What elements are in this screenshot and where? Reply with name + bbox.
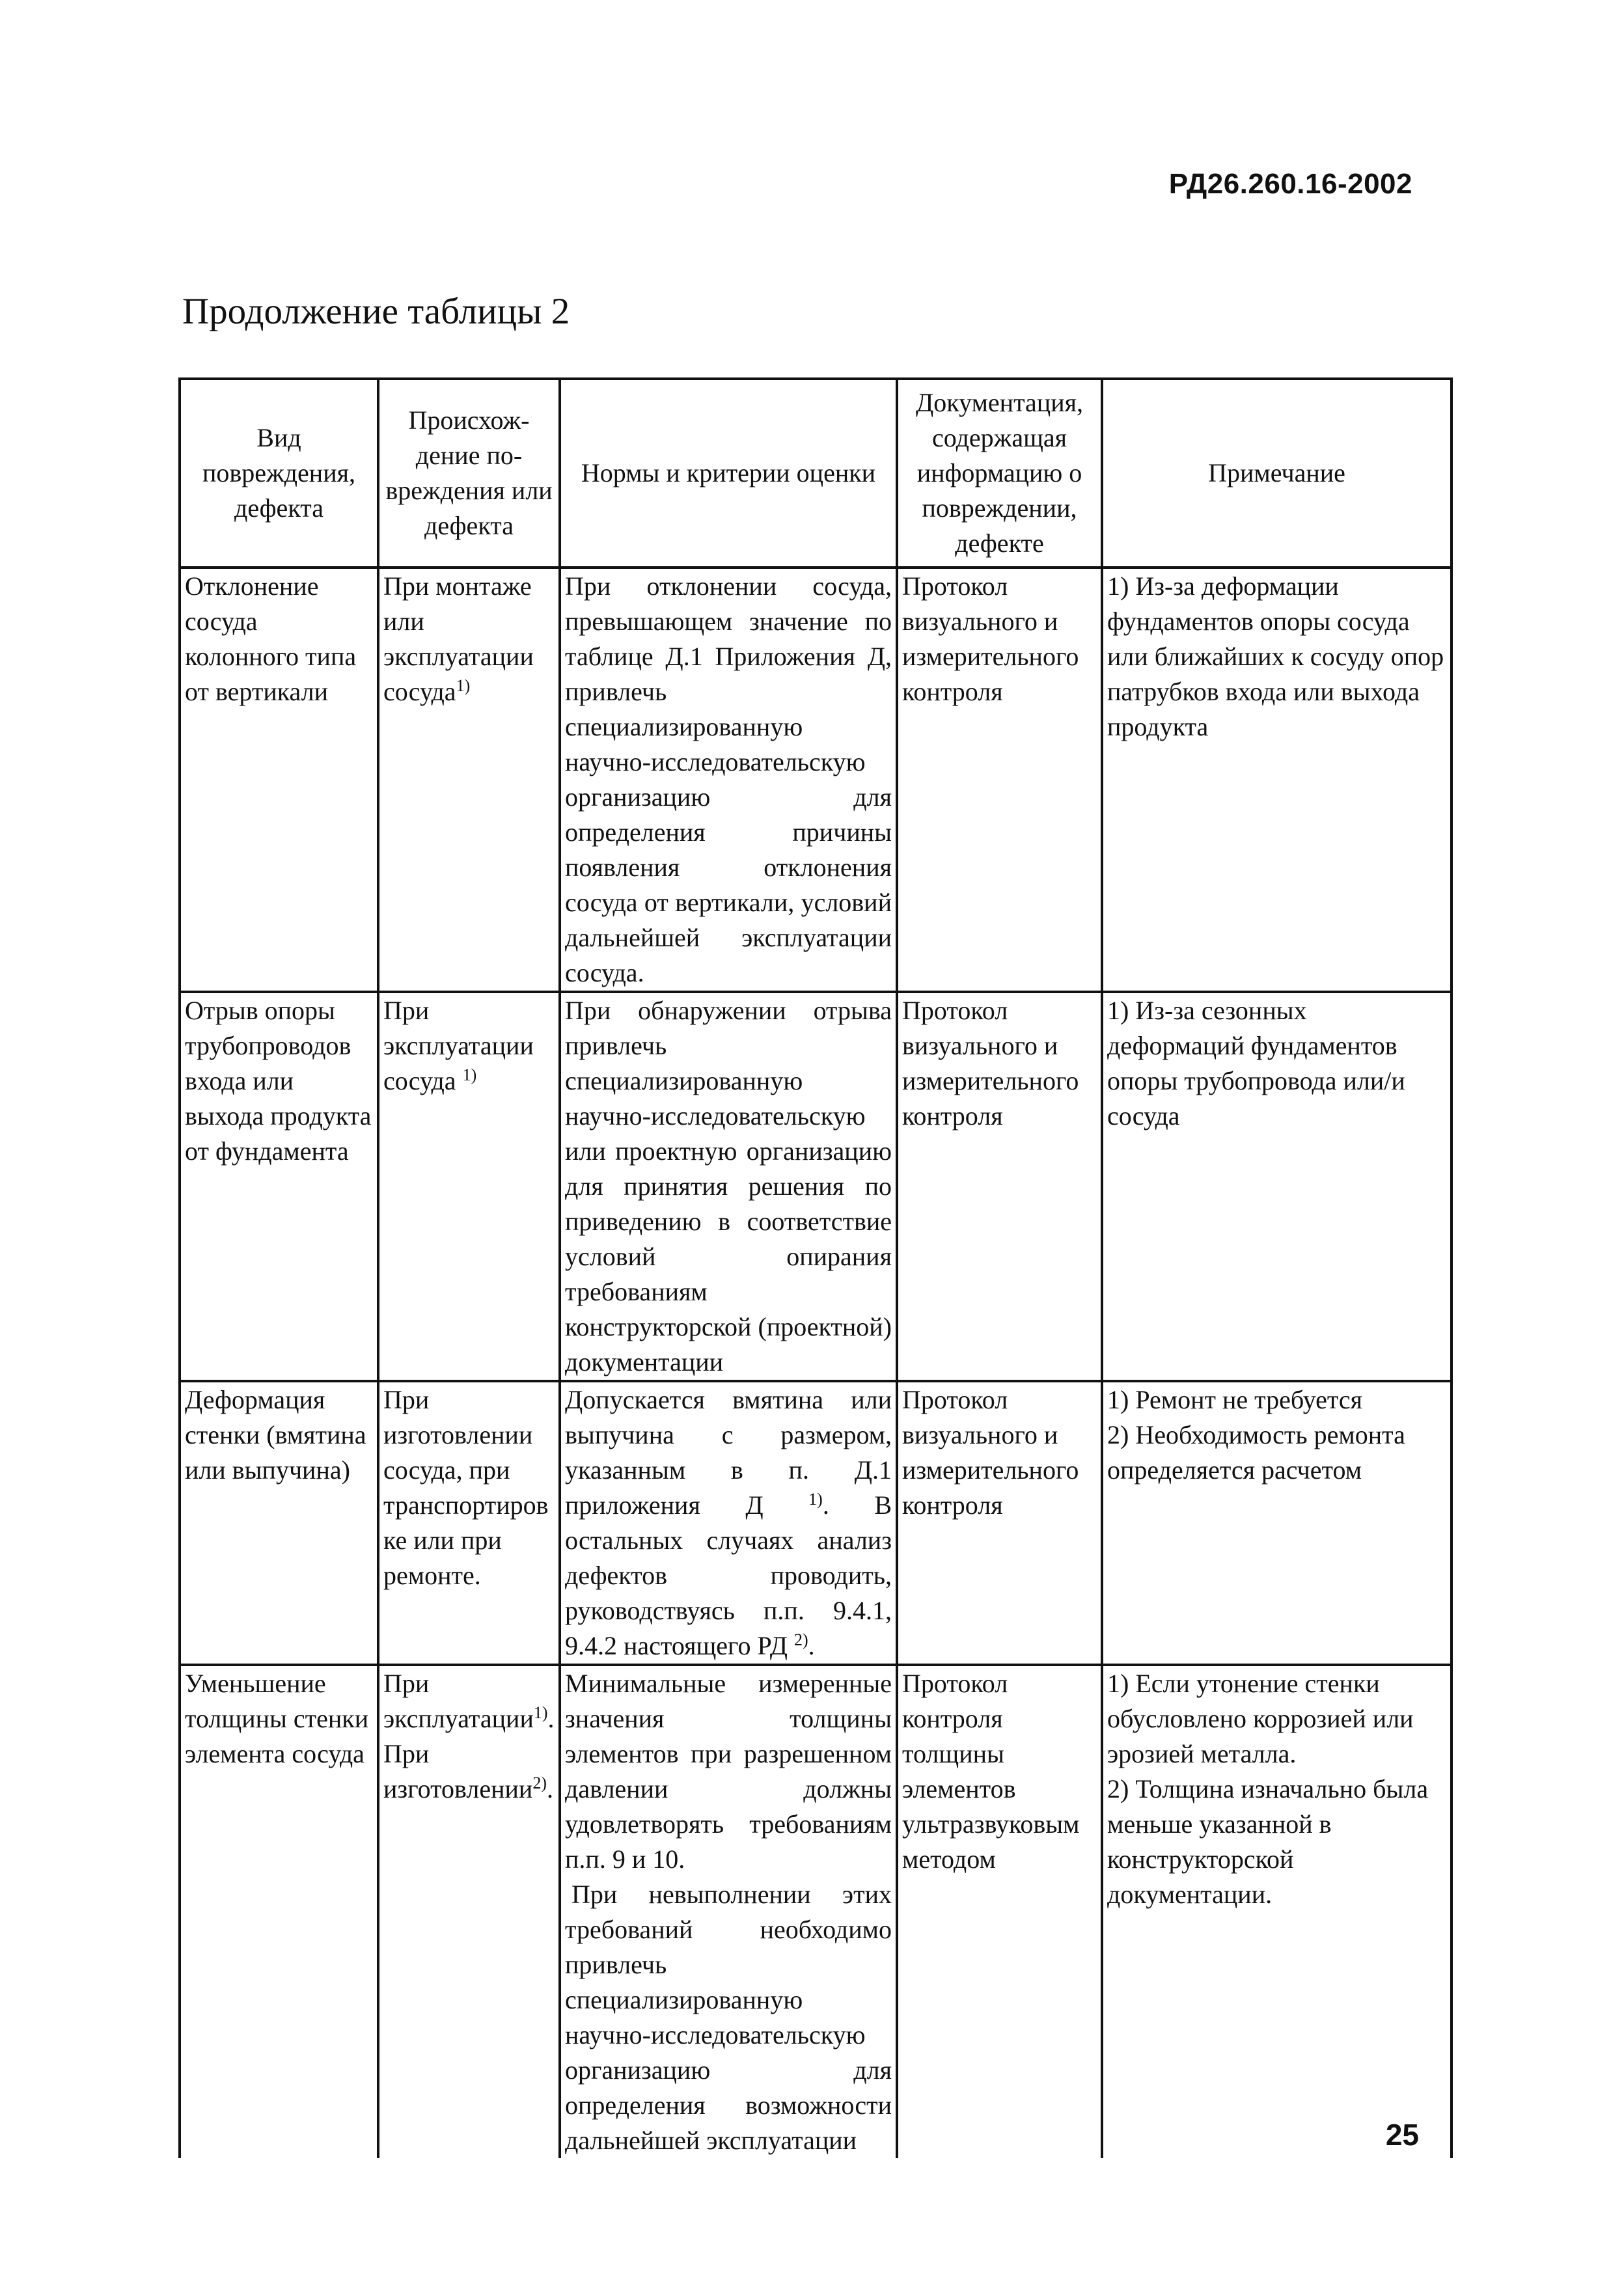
origin-item: При изготовлении$^{2)}$. xyxy=(383,1739,554,1803)
table-header-row xyxy=(180,379,1452,568)
cell-norms xyxy=(560,1381,897,1665)
cell-origin xyxy=(378,1665,560,2158)
cell-type: Отрыв опоры трубопроводов входа или выхода продукта от фундамента xyxy=(180,992,378,1381)
note-item: 1) Если утонение стенки обусловлено коррозией или эрозией металла. xyxy=(1107,1669,1414,1768)
column-header-docs: Документация, содержащая информацию о повреждении, дефекте xyxy=(897,379,1102,568)
footnote-ref: 1) xyxy=(456,676,471,695)
column-header-norms: Нормы и критерии оценки xyxy=(560,379,897,568)
cell-norms: При отклонении сосуда, превышающем значение по таблице Д.1 Приложения Д, привлечь специализированную научно-исследовательскую организацию для определения причины появления отклонения сосуда от вертикали, условий дальнейшей эксплуатации сосуда. xyxy=(560,568,897,992)
note-item: 2) Толщина изначально была меньше указанной в конструкторской документации. xyxy=(1107,1774,1429,1909)
footnote-ref: 2) xyxy=(532,1774,547,1792)
cell-note xyxy=(1102,1381,1452,1665)
table-row xyxy=(180,568,1452,992)
footnote-ref: 1) xyxy=(808,1490,823,1509)
footnote-ref: 1) xyxy=(462,1065,477,1084)
note-item: 2) Необходимость ремонта определяется расчетом xyxy=(1107,1420,1405,1485)
footnote-ref: 1) xyxy=(533,1703,548,1722)
footnote-ref: 2) xyxy=(794,1630,808,1649)
cell-type: Уменьшение толщины стенки элемента сосуда xyxy=(180,1665,378,2158)
column-header-note: Примечание xyxy=(1102,379,1452,568)
table-row xyxy=(180,992,1452,1381)
table-row xyxy=(180,1665,1452,2158)
column-header-type: Вид повреждения, дефекта xyxy=(180,379,378,568)
table-row xyxy=(180,1381,1452,1665)
origin-text: При изготовлении xyxy=(383,1739,533,1803)
column-header-origin: Происхож-дение по-вреждения или дефекта xyxy=(378,379,560,568)
norms-end: . xyxy=(808,1631,815,1660)
norms-paragraph: При невыполнении этих требований необходимо привлечь специализированную научно-исследовательскую организацию для определения возможности дальнейшей эксплуатации xyxy=(565,1880,892,2155)
cell-norms: При обнаружении отрыва привлечь специализированную научно-исследовательскую или проектную организацию для принятия решения по приведению в соответствие условий опирания требованиям конструкторской (проектной) документации xyxy=(560,992,897,1381)
cell-docs: Протокол визуального и измерительного контроля xyxy=(897,568,1102,992)
cell-type: Деформация стенки (вмятина или выпучина) xyxy=(180,1381,378,1665)
document-code: РД26.260.16-2002 xyxy=(1168,168,1412,200)
cell-docs: Протокол контроля толщины элементов ультразвуковым методом xyxy=(897,1665,1102,2158)
cell-note: 1) Из-за сезонных деформаций фундаментов опоры трубопровода или/и сосуда xyxy=(1102,992,1452,1381)
cell-note: 1) Из-за деформации фундаментов опоры сосуда или ближайших к сосуду опор патрубков входа или выхода продукта xyxy=(1102,568,1452,992)
cell-docs: Протокол визуального и измерительного контроля xyxy=(897,1381,1102,1665)
norms-text: Допускается вмятина или выпучина с размером, указанным в п. Д.1 приложения Д xyxy=(565,1385,892,1520)
note-item: 1) Ремонт не требуется xyxy=(1107,1385,1363,1414)
origin-item: При эксплуатации$^{1)}$. xyxy=(383,1669,555,1733)
norms-text: . В остальных случаях анализ дефектов проводить, руководствуясь п.п. 9.4.1, 9.4.2 настоящего РД xyxy=(565,1490,892,1660)
cell-origin xyxy=(378,992,560,1381)
page-number: 25 xyxy=(1385,2118,1419,2152)
cell-note xyxy=(1102,1665,1452,2158)
cell-type: Отклонение сосуда колонного типа от вертикали xyxy=(180,568,378,992)
norms-paragraph: Минимальные измеренные значения толщины элементов при разрешенном давлении должны удовлетворять требованиям п.п. 9 и 10. xyxy=(565,1669,892,1874)
cell-docs: Протокол визуального и измерительного контроля xyxy=(897,992,1102,1381)
cell-norms xyxy=(560,1665,897,2158)
table-caption: Продолжение таблицы 2 xyxy=(182,291,570,332)
origin-text: При эксплуатации xyxy=(383,1669,534,1733)
origin-text: При монтаже или эксплуатации сосуда xyxy=(383,571,534,706)
cell-origin: При изготовлении сосуда, при транспортировке или при ремонте. xyxy=(378,1381,560,1665)
defects-table xyxy=(178,377,1453,2158)
origin-text: При эксплуатации сосуда xyxy=(383,996,534,1095)
cell-origin xyxy=(378,568,560,992)
